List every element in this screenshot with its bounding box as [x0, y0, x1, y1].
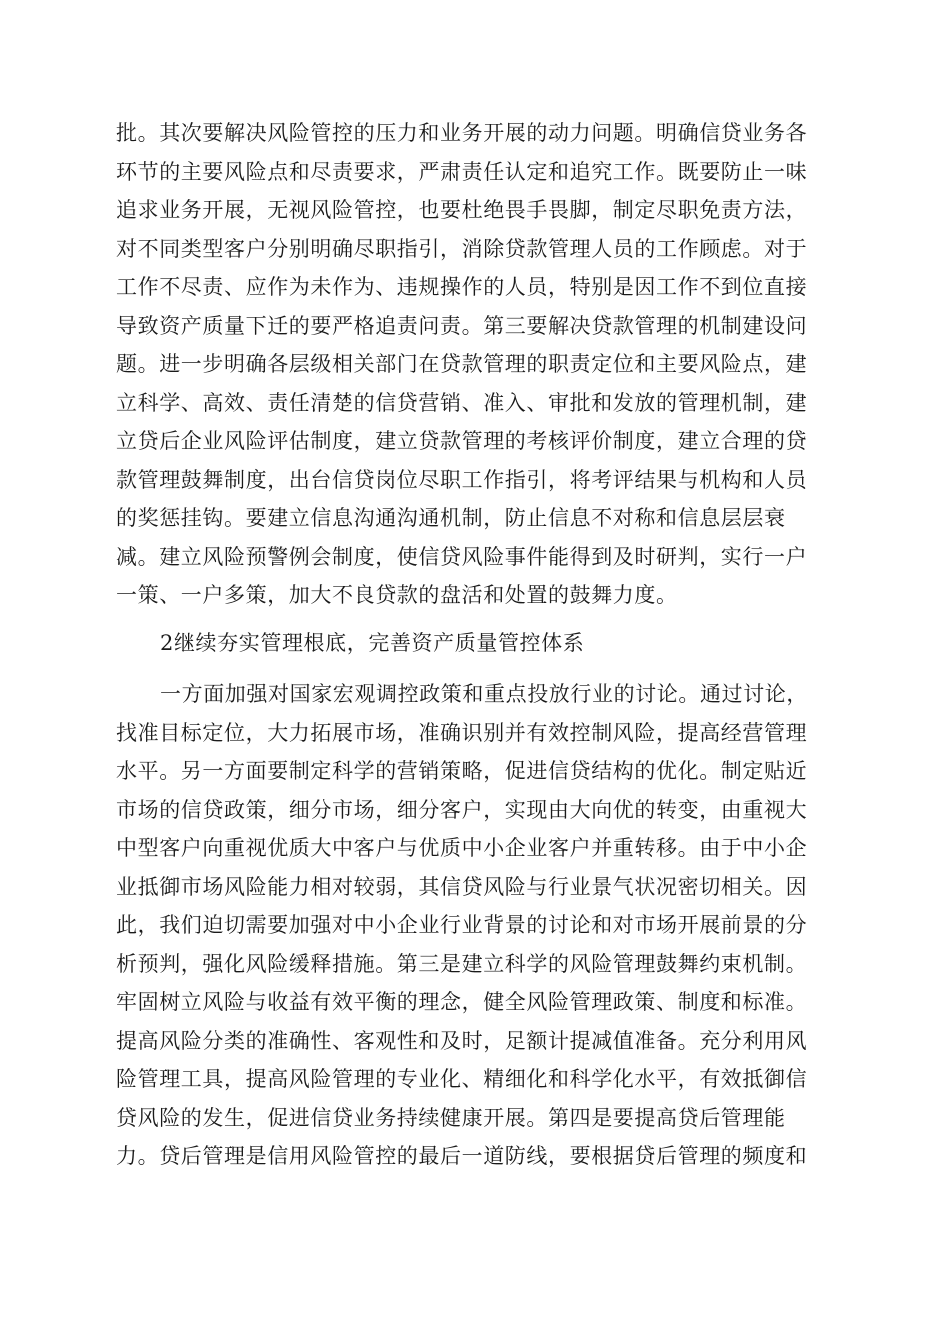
- paragraph-line: 题。进一步明确各层级相关部门在贷款管理的职责定位和主要风险点，建: [116, 352, 808, 376]
- paragraph-line: 找准目标定位，大力拓展市场，准确识别并有效控制风险，提高经营管理: [116, 720, 808, 745]
- paragraph-line: 款管理鼓舞制度，出台信贷岗位尽职工作指引，将考评结果与机构和人员: [116, 467, 808, 492]
- paragraph-line: 工作不尽责、应作为未作为、违规操作的人员，特别是因工作不到位直接: [116, 275, 808, 299]
- paragraph-line: 的奖惩挂钩。要建立信息沟通沟通机制，防止信息不对称和信息层层衰: [116, 506, 786, 530]
- paragraph-line: 立科学、高效、责任清楚的信贷营销、准入、审批和发放的管理机制，建: [116, 390, 808, 415]
- paragraph-line: 析预判，强化风险缓释措施。第三是建立科学的风险管理鼓舞约束机制。: [116, 951, 808, 976]
- section-heading-text: 2继续夯实管理根底，完善资产质量管控体系: [160, 631, 585, 655]
- paragraph-line: 批。其次要解决风险管控的压力和业务开展的动力问题。明确信贷业务各: [116, 121, 808, 145]
- paragraph-line: 立贷后企业风险评估制度，建立贷款管理的考核评价制度，建立合理的贷: [116, 429, 808, 453]
- paragraph-line: 力。贷后管理是信用风险管控的最后一道防线，要根据贷后管理的频度和: [116, 1144, 808, 1168]
- paragraph-line: 此，我们迫切需要加强对中小企业行业背景的讨论和对市场开展前景的分: [116, 913, 808, 937]
- paragraph-2: [116, 675, 836, 1176]
- paragraph-line: 环节的主要风险点和尽责要求，严肃责任认定和追究工作。既要防止一味: [116, 159, 808, 184]
- section-heading: [116, 624, 836, 663]
- paragraph-line: 减。建立风险预警例会制度，使信贷风险事件能得到及时研判，实行一户: [116, 544, 808, 569]
- paragraph-line: 贷风险的发生，促进信贷业务持续健康开展。第四是要提高贷后管理能: [116, 1105, 786, 1130]
- paragraph-line: 业抵御市场风险能力相对较弱，其信贷风险与行业景气状况密切相关。因: [116, 874, 808, 899]
- paragraph-line: 导致资产质量下迁的要严格追责问责。第三要解决贷款管理的机制建设问: [116, 313, 808, 338]
- paragraph-line: 一方面加强对国家宏观调控政策和重点投放行业的讨论。通过讨论，: [160, 682, 808, 706]
- paragraph-line: 险管理工具，提高风险管理的专业化、精细化和科学化水平，有效抵御信: [116, 1067, 808, 1091]
- paragraph-line: 中型客户向重视优质大中客户与优质中小企业客户并重转移。由于中小企: [116, 836, 808, 860]
- paragraph-1: [116, 114, 836, 615]
- paragraph-line: 提高风险分类的准确性、客观性和及时，足额计提减值准备。充分利用风: [116, 1028, 808, 1053]
- paragraph-line: 水平。另一方面要制定科学的营销策略，促进信贷结构的优化。制定贴近: [116, 759, 808, 783]
- paragraph-line: 一策、一户多策，加大不良贷款的盘活和处置的鼓舞力度。: [116, 583, 678, 607]
- paragraph-line: 牢固树立风险与收益有效平衡的理念，健全风险管理政策、制度和标准。: [116, 990, 808, 1014]
- paragraph-line: 市场的信贷政策，细分市场，细分客户，实现由大向优的转变，由重视大: [116, 797, 808, 822]
- paragraph-line: 追求业务开展，无视风险管控，也要杜绝畏手畏脚，制定尽职免责方法，: [116, 198, 808, 222]
- paragraph-line: 对不同类型客户分别明确尽职指引，消除贷款管理人员的工作顾虑。对于: [116, 236, 808, 261]
